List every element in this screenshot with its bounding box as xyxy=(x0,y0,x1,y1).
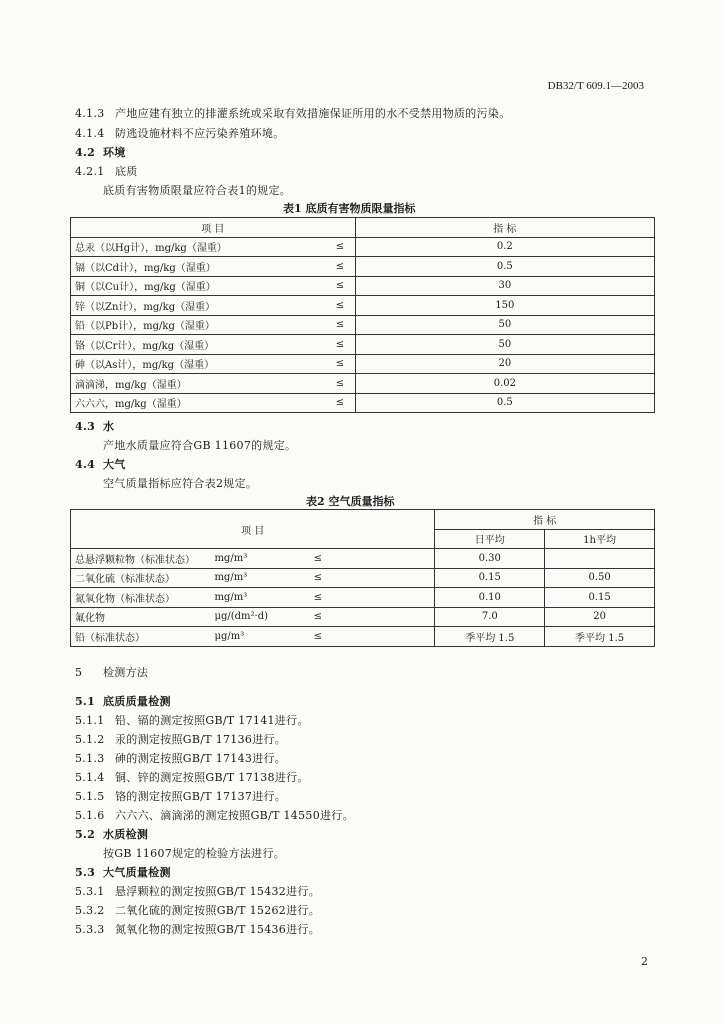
clause-4-2: 4.2 环境 xyxy=(75,146,126,159)
table2-header-hourly: 1h平均 xyxy=(545,529,655,549)
table1-caption: 表1 底质有害物质限量指标 xyxy=(283,202,416,215)
table-row: 铅（以Pb计），mg/kg（湿重） ≤ 50 xyxy=(71,315,655,335)
table2 xyxy=(70,509,655,647)
clause-4-4: 4.4 大气 xyxy=(75,458,126,471)
clause-5-3-1: 5.3.1 悬浮颗粒的测定按照GB/T 15432进行。 xyxy=(75,885,321,898)
table-row: 氮氧化物（标准状态） mg/m³ ≤ 0.10 0.15 xyxy=(71,588,655,608)
paragraph-5-2: 按GB 11607规定的检验方法进行。 xyxy=(103,847,286,860)
clause-5-1-4: 5.1.4 铜、锌的测定按照GB/T 17138进行。 xyxy=(75,771,309,784)
paragraph-4-4: 空气质量指标应符合表2规定。 xyxy=(103,477,258,490)
paragraph-4-2-1: 底质有害物质限量应符合表1的规定。 xyxy=(103,184,292,197)
clause-5-3: 5.3 大气质量检测 xyxy=(75,866,171,879)
table-row: 总悬浮颗粒物（标准状态） mg/m³ ≤ 0.30 xyxy=(71,549,655,569)
clause-5-1-5: 5.1.5 铬的测定按照GB/T 17137进行。 xyxy=(75,790,287,803)
table-row: 砷（以As计），mg/kg（湿重） ≤ 20 xyxy=(71,354,655,374)
clause-4-3: 4.3 水 xyxy=(75,420,115,433)
table-row: 铬（以Cr计），mg/kg（湿重） ≤ 50 xyxy=(71,335,655,355)
clause-5-1-3: 5.1.3 砷的测定按照GB/T 17143进行。 xyxy=(75,752,287,765)
document-code: DB32/T 609.1—2003 xyxy=(547,80,644,92)
section-5-heading: 5 检测方法 xyxy=(75,666,149,679)
table-row: 滴滴涕，mg/kg（湿重） ≤ 0.02 xyxy=(71,374,655,394)
clause-5-3-2: 5.3.2 二氧化硫的测定按照GB/T 15262进行。 xyxy=(75,904,321,917)
table-row: 铜（以Cu计），mg/kg（湿重） ≤ 30 xyxy=(71,276,655,296)
clause-4-1-4: 4.1.4 防逃设施材料不应污染养殖环境。 xyxy=(75,127,285,140)
clause-5-3-3: 5.3.3 氮氧化物的测定按照GB/T 15436进行。 xyxy=(75,923,321,936)
clause-5-2: 5.2 水质检测 xyxy=(75,828,149,841)
clause-5-1-2: 5.1.2 汞的测定按照GB/T 17136进行。 xyxy=(75,733,287,746)
paragraph-4-3: 产地水质量应符合GB 11607的规定。 xyxy=(103,439,297,452)
table-row: 锌（以Zn计），mg/kg（湿重） ≤ 150 xyxy=(71,296,655,316)
table-row: 铅（标准状态） μg/m³ ≤ 季平均 1.5 季平均 1.5 xyxy=(71,627,655,647)
clause-5-1-1: 5.1.1 铅、镉的测定按照GB/T 17141进行。 xyxy=(75,714,309,727)
table2-header-item: 项 目 xyxy=(71,510,435,549)
table1 xyxy=(70,217,655,413)
clause-5-1: 5.1 底质质量检测 xyxy=(75,695,171,708)
clause-5-1-6: 5.1.6 六六六、滴滴涕的测定按照GB/T 14550进行。 xyxy=(75,809,354,822)
table2-caption: 表2 空气质量指标 xyxy=(306,495,395,508)
clause-4-1-3: 4.1.3 产地应建有独立的排灌系统或采取有效措施保证所用的水不受禁用物质的污染。 xyxy=(75,107,511,120)
table-row: 氟化物 μg/(dm²·d) ≤ 7.0 20 xyxy=(71,607,655,627)
table2-header-row xyxy=(71,510,655,530)
table1-header-row xyxy=(71,218,655,238)
table-row: 镉（以Cd计），mg/kg（湿重） ≤ 0.5 xyxy=(71,257,655,277)
page-number: 2 xyxy=(641,955,648,968)
table-row: 六六六，mg/kg（湿重） ≤ 0.5 xyxy=(71,393,655,413)
table1-header-item: 项 目 xyxy=(71,218,356,238)
table-row: 二氧化硫（标准状态） mg/m³ ≤ 0.15 0.50 xyxy=(71,568,655,588)
table2-header-value: 指 标 xyxy=(435,510,655,530)
clause-4-2-1: 4.2.1 底质 xyxy=(75,165,138,178)
table2-header-daily: 日平均 xyxy=(435,529,545,549)
table-row: 总汞（以Hg计），mg/kg（湿重） ≤ 0.2 xyxy=(71,237,655,257)
table1-header-value: 指 标 xyxy=(355,218,654,238)
